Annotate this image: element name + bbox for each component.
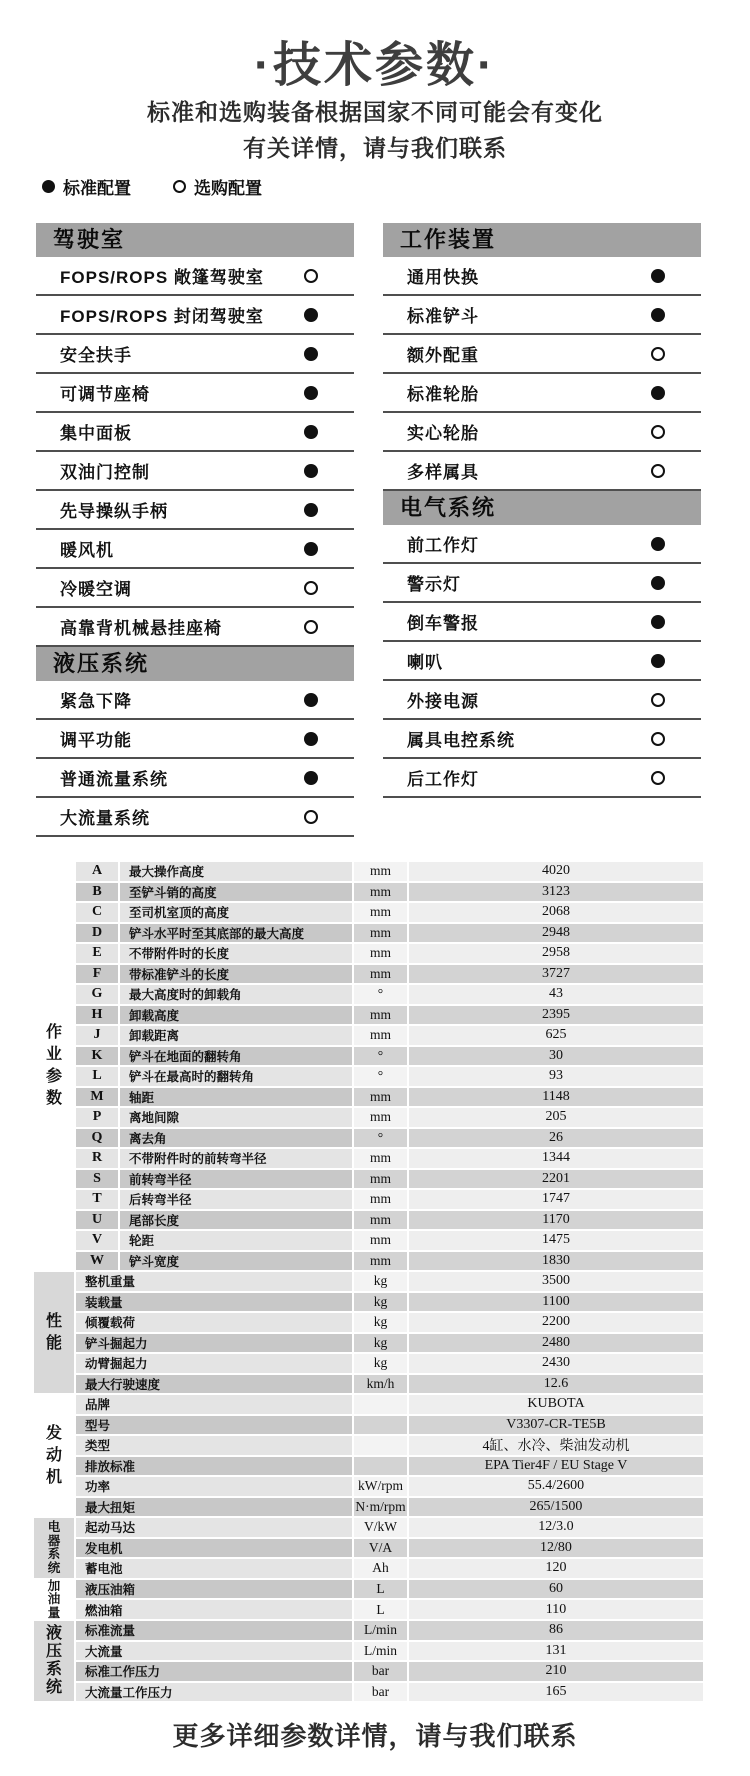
spec-row-unit: L <box>354 1580 407 1599</box>
spec-row-unit: mm <box>354 1190 407 1209</box>
spec-row-unit: ° <box>354 1129 407 1148</box>
spec-row-unit: bar <box>354 1683 407 1702</box>
config-item <box>36 720 354 759</box>
spec-row-value: 2948 <box>409 924 703 943</box>
config-item <box>383 681 701 720</box>
config-item <box>36 413 354 452</box>
spec-row-unit: mm <box>354 1149 407 1168</box>
spec-row-label: 铲斗宽度 <box>120 1252 352 1271</box>
page-title: ·技术参数· <box>254 39 496 92</box>
config-item <box>383 413 701 452</box>
footer-note: 更多详细参数详情，请与我们联系 <box>172 1721 578 1751</box>
config-item-label: 大流量系统 <box>60 809 150 828</box>
optional-dot-icon <box>651 425 665 439</box>
spec-row-value: 2958 <box>409 944 703 963</box>
spec-group-label-char: 系 <box>45 1661 62 1678</box>
spec-row-value: 12.6 <box>409 1375 703 1394</box>
config-item <box>36 452 354 491</box>
spec-row-value: 30 <box>409 1047 703 1066</box>
spec-row-value: 2068 <box>409 903 703 922</box>
spec-row-unit: kg <box>354 1293 407 1312</box>
config-item <box>36 569 354 608</box>
spec-group-label-char: 发 <box>45 1424 62 1442</box>
spec-row-letter: W <box>76 1252 118 1271</box>
spec-row-value: 1100 <box>409 1293 703 1312</box>
spec-group-label-char: 作 <box>45 1024 62 1041</box>
spec-row-label: 至铲斗销的高度 <box>120 883 352 902</box>
spec-row-value: 1170 <box>409 1211 703 1230</box>
spec-row-unit: mm <box>354 1170 407 1189</box>
config-item-label: 标准轮胎 <box>407 385 479 404</box>
spec-row-letter: R <box>76 1149 118 1168</box>
spec-row-unit: mm <box>354 1108 407 1127</box>
spec-row-label: 离地间隙 <box>120 1108 352 1127</box>
spec-row-unit: mm <box>354 924 407 943</box>
standard-dot-icon <box>651 615 665 629</box>
standard-dot-icon <box>304 503 318 517</box>
spec-row-value: 4缸、水冷、柴油发动机 <box>409 1436 703 1455</box>
config-item-label: 可调节座椅 <box>60 385 150 404</box>
spec-row-value: 12/80 <box>409 1539 703 1558</box>
spec-row-letter: V <box>76 1231 118 1250</box>
optional-dot-icon <box>304 581 318 595</box>
spec-row-label: 最大行驶速度 <box>76 1375 352 1394</box>
config-item <box>383 257 701 296</box>
spec-row-label: 卸载距离 <box>120 1026 352 1045</box>
standard-dot-icon <box>304 308 318 322</box>
spec-row-unit: kg <box>354 1354 407 1373</box>
spec-row-value: 1747 <box>409 1190 703 1209</box>
spec-row-unit: mm <box>354 883 407 902</box>
spec-row-label: 轮距 <box>120 1231 352 1250</box>
spec-row-value: 205 <box>409 1108 703 1127</box>
spec-row-letter: H <box>76 1006 118 1025</box>
spec-row-value: 131 <box>409 1642 703 1661</box>
config-item <box>383 296 701 335</box>
spec-row-value: 625 <box>409 1026 703 1045</box>
config-item-label: 双油门控制 <box>60 463 150 482</box>
config-item-label: 多样属具 <box>407 463 479 482</box>
optional-dot-icon <box>173 180 186 193</box>
standard-dot-icon <box>304 464 318 478</box>
spec-row-letter: J <box>76 1026 118 1045</box>
spec-row-unit: mm <box>354 1211 407 1230</box>
spec-group <box>34 1621 703 1701</box>
spec-row-unit: L <box>354 1600 407 1619</box>
spec-row-label: 离去角 <box>120 1129 352 1148</box>
config-item-label: 先导操纵手柄 <box>60 502 168 521</box>
spec-group-label <box>34 1621 74 1701</box>
spec-row-value: 210 <box>409 1662 703 1681</box>
config-item-label: 喇叭 <box>407 653 443 672</box>
spec-row-value: 55.4/2600 <box>409 1477 703 1496</box>
spec-row-value: 86 <box>409 1621 703 1640</box>
spec-row-label: 动臂掘起力 <box>76 1354 352 1373</box>
spec-row-label: 铲斗水平时至其底部的最大高度 <box>120 924 352 943</box>
spec-group-label-char: 能 <box>45 1334 62 1352</box>
standard-dot-icon <box>304 347 318 361</box>
spec-row-unit: ° <box>354 985 407 1004</box>
spec-row-unit <box>354 1416 407 1435</box>
config-item-label: 倒车警报 <box>407 614 479 633</box>
config-item-label: 警示灯 <box>407 575 461 594</box>
config-item-label: 前工作灯 <box>407 536 479 555</box>
spec-group-label <box>34 1518 74 1578</box>
spec-row-unit: mm <box>354 903 407 922</box>
spec-row-label: 最大操作高度 <box>120 862 352 881</box>
spec-row-label: 液压油箱 <box>76 1580 352 1599</box>
config-item-label: 调平功能 <box>60 731 132 750</box>
spec-row-value: 1830 <box>409 1252 703 1271</box>
optional-dot-icon <box>651 693 665 707</box>
spec-row-label: 发电机 <box>76 1539 352 1558</box>
config-item-label: 普通流量系统 <box>60 770 168 789</box>
spec-row-value: 3123 <box>409 883 703 902</box>
config-item-label: 冷暖空调 <box>60 580 132 599</box>
spec-group <box>34 1272 703 1393</box>
spec-row-label: 带标准铲斗的长度 <box>120 965 352 984</box>
config-item <box>36 530 354 569</box>
config-item <box>36 798 354 837</box>
optional-dot-icon <box>651 347 665 361</box>
optional-dot-icon <box>304 620 318 634</box>
spec-row-unit: kg <box>354 1334 407 1353</box>
spec-row-unit: Ah <box>354 1559 407 1578</box>
spec-row-value: KUBOTA <box>409 1395 703 1414</box>
spec-row-unit: V/kW <box>354 1518 407 1537</box>
standard-dot-icon <box>651 308 665 322</box>
standard-dot-icon <box>304 693 318 707</box>
spec-row-unit: mm <box>354 1026 407 1045</box>
spec-row-unit: L/min <box>354 1621 407 1640</box>
spec-row-label: 燃油箱 <box>76 1600 352 1619</box>
config-item <box>36 257 354 296</box>
spec-group-label-char: 加 <box>47 1578 61 1593</box>
spec-row-label: 大流量 <box>76 1642 352 1661</box>
legend <box>42 174 262 199</box>
spec-row-letter: T <box>76 1190 118 1209</box>
spec-row-value: 2430 <box>409 1354 703 1373</box>
spec-row-value: 165 <box>409 1683 703 1702</box>
spec-group-label <box>34 862 74 1270</box>
spec-row-value: 3727 <box>409 965 703 984</box>
spec-row-label: 卸载高度 <box>120 1006 352 1025</box>
spec-row-value: 1475 <box>409 1231 703 1250</box>
config-item-label: 额外配重 <box>407 346 479 365</box>
spec-group-label-char: 机 <box>45 1468 62 1486</box>
spec-row-value: 2200 <box>409 1313 703 1332</box>
standard-dot-icon <box>651 537 665 551</box>
spec-row-unit: ° <box>354 1067 407 1086</box>
spec-group-label-char: 电 <box>47 1520 61 1535</box>
spec-row-value: 2480 <box>409 1334 703 1353</box>
config-item <box>36 335 354 374</box>
spec-row-value: 93 <box>409 1067 703 1086</box>
legend-optional-label: 选购配置 <box>194 179 262 198</box>
spec-row-value: 26 <box>409 1129 703 1148</box>
standard-dot-icon <box>651 386 665 400</box>
spec-row-label: 后转弯半径 <box>120 1190 352 1209</box>
config-item-label: 暖风机 <box>60 541 114 560</box>
spec-row-unit: bar <box>354 1662 407 1681</box>
spec-row-value: EPA Tier4F / EU Stage V <box>409 1457 703 1476</box>
spec-row-label: 不带附件时的前转弯半径 <box>120 1149 352 1168</box>
config-item-label: 标准铲斗 <box>407 307 479 326</box>
spec-row-label: 大流量工作压力 <box>76 1683 352 1702</box>
config-item-label: 集中面板 <box>60 424 132 443</box>
spec-row-value: 12/3.0 <box>409 1518 703 1537</box>
standard-dot-icon <box>304 771 318 785</box>
config-item <box>383 452 701 491</box>
config-item <box>383 564 701 603</box>
config-item <box>383 720 701 759</box>
spec-row-unit: L/min <box>354 1642 407 1661</box>
spec-row-letter: D <box>76 924 118 943</box>
config-item <box>383 759 701 798</box>
config-item <box>383 525 701 564</box>
config-item <box>36 759 354 798</box>
spec-row-unit: mm <box>354 1231 407 1250</box>
spec-row-letter: A <box>76 862 118 881</box>
spec-row-unit: ° <box>354 1047 407 1066</box>
spec-row-label: 排放标准 <box>76 1457 352 1476</box>
spec-group-label-char: 统 <box>45 1679 62 1696</box>
spec-row-label: 铲斗在最高时的翻转角 <box>120 1067 352 1086</box>
spec-row-label: 最大高度时的卸载角 <box>120 985 352 1004</box>
config-column-left <box>36 223 354 837</box>
spec-row-letter: M <box>76 1088 118 1107</box>
spec-group-label-char: 器 <box>47 1533 61 1548</box>
spec-row-unit: mm <box>354 1088 407 1107</box>
spec-row-label: 最大扭矩 <box>76 1498 352 1517</box>
standard-dot-icon <box>651 269 665 283</box>
spec-row-letter: L <box>76 1067 118 1086</box>
config-item-label: 外接电源 <box>407 692 479 711</box>
spec-row-letter: C <box>76 903 118 922</box>
legend-standard <box>42 174 131 199</box>
spec-row-label: 整机重量 <box>76 1272 352 1291</box>
standard-dot-icon <box>42 180 55 193</box>
standard-dot-icon <box>304 425 318 439</box>
spec-row-label: 装载量 <box>76 1293 352 1312</box>
spec-row-label: 倾覆载荷 <box>76 1313 352 1332</box>
config-column-right <box>383 223 701 798</box>
spec-row-value: 2201 <box>409 1170 703 1189</box>
standard-dot-icon <box>651 654 665 668</box>
spec-row-unit: mm <box>354 944 407 963</box>
spec-row-label: 型号 <box>76 1416 352 1435</box>
config-item <box>36 374 354 413</box>
spec-row-unit: km/h <box>354 1375 407 1394</box>
spec-group <box>34 862 703 1270</box>
spec-row-label: 轴距 <box>120 1088 352 1107</box>
spec-row-label: 蓄电池 <box>76 1559 352 1578</box>
spec-row-unit: mm <box>354 1006 407 1025</box>
spec-row-value: V3307-CR-TE5B <box>409 1416 703 1435</box>
optional-dot-icon <box>304 269 318 283</box>
config-item-label: 属具电控系统 <box>407 731 515 750</box>
config-item <box>36 681 354 720</box>
spec-group <box>34 1518 703 1578</box>
spec-row-unit: V/A <box>354 1539 407 1558</box>
optional-dot-icon <box>651 771 665 785</box>
spec-group-label <box>34 1580 74 1620</box>
spec-row-label: 起动马达 <box>76 1518 352 1537</box>
config-item <box>383 603 701 642</box>
spec-group <box>34 1395 703 1516</box>
spec-row-value: 1148 <box>409 1088 703 1107</box>
spec-row-letter: G <box>76 985 118 1004</box>
spec-row-value: 3500 <box>409 1272 703 1291</box>
spec-row-letter: P <box>76 1108 118 1127</box>
spec-row-label: 功率 <box>76 1477 352 1496</box>
spec-row-unit: mm <box>354 862 407 881</box>
spec-row-label: 铲斗在地面的翻转角 <box>120 1047 352 1066</box>
spec-row-label: 不带附件时的长度 <box>120 944 352 963</box>
spec-row-letter: E <box>76 944 118 963</box>
section-header: 工作装置 <box>383 223 701 257</box>
standard-dot-icon <box>304 732 318 746</box>
config-item <box>36 296 354 335</box>
legend-optional <box>173 174 262 199</box>
spec-group-label-char: 动 <box>45 1446 62 1464</box>
standard-dot-icon <box>304 542 318 556</box>
spec-group-label-char: 系 <box>47 1547 61 1562</box>
config-item-label: FOPS/ROPS 封闭驾驶室 <box>60 307 264 326</box>
subtitle-line-2: 有关详情，请与我们联系 <box>243 135 507 161</box>
spec-row-unit: N·m/rpm <box>354 1498 407 1517</box>
spec-row-label: 至司机室顶的高度 <box>120 903 352 922</box>
spec-row-unit: kg <box>354 1313 407 1332</box>
config-item-label: 紧急下降 <box>60 692 132 711</box>
section-header: 驾驶室 <box>36 223 354 257</box>
config-item <box>383 642 701 681</box>
spec-row-label: 标准工作压力 <box>76 1662 352 1681</box>
config-item <box>383 335 701 374</box>
spec-row-letter: S <box>76 1170 118 1189</box>
spec-row-letter: K <box>76 1047 118 1066</box>
spec-group-label-char: 性 <box>45 1312 62 1330</box>
spec-group-label-char: 液 <box>45 1625 62 1642</box>
spec-group-label-char: 油 <box>47 1592 61 1606</box>
spec-row-label: 铲斗掘起力 <box>76 1334 352 1353</box>
spec-group-label-char: 量 <box>47 1605 61 1620</box>
spec-row-label: 尾部长度 <box>120 1211 352 1230</box>
spec-row-value: 43 <box>409 985 703 1004</box>
spec-row-value: 4020 <box>409 862 703 881</box>
spec-group-label-char: 数 <box>45 1090 62 1107</box>
standard-dot-icon <box>651 576 665 590</box>
spec-group <box>34 1580 703 1620</box>
spec-row-value: 1344 <box>409 1149 703 1168</box>
spec-row-unit: kW/rpm <box>354 1477 407 1496</box>
spec-row-letter: Q <box>76 1129 118 1148</box>
spec-row-value: 110 <box>409 1600 703 1619</box>
spec-row-unit <box>354 1457 407 1476</box>
config-item-label: 高靠背机械悬挂座椅 <box>60 619 222 638</box>
spec-row-label: 类型 <box>76 1436 352 1455</box>
config-item-label: 后工作灯 <box>407 770 479 789</box>
spec-row-unit <box>354 1436 407 1455</box>
config-item-label: FOPS/ROPS 敞篷驾驶室 <box>60 268 264 287</box>
config-item <box>36 608 354 647</box>
spec-row-label: 前转弯半径 <box>120 1170 352 1189</box>
config-item-label: 通用快换 <box>407 268 479 287</box>
spec-row-unit: mm <box>354 1252 407 1271</box>
spec-row-unit: kg <box>354 1272 407 1291</box>
legend-standard-label: 标准配置 <box>63 179 131 198</box>
config-item <box>383 374 701 413</box>
spec-table <box>34 862 703 1701</box>
spec-row-value: 265/1500 <box>409 1498 703 1517</box>
section-header: 液压系统 <box>36 647 354 681</box>
optional-dot-icon <box>651 732 665 746</box>
spec-row-value: 60 <box>409 1580 703 1599</box>
spec-row-letter: B <box>76 883 118 902</box>
optional-dot-icon <box>304 810 318 824</box>
subtitle-line-1: 标准和选购装备根据国家不同可能会有变化 <box>147 99 603 125</box>
section-header: 电气系统 <box>383 491 701 525</box>
spec-row-label: 标准流量 <box>76 1621 352 1640</box>
spec-group-label-char: 业 <box>45 1046 62 1063</box>
spec-row-letter: F <box>76 965 118 984</box>
spec-row-label: 品牌 <box>76 1395 352 1414</box>
standard-dot-icon <box>304 386 318 400</box>
optional-dot-icon <box>651 464 665 478</box>
spec-row-value: 2395 <box>409 1006 703 1025</box>
spec-group-label-char: 统 <box>47 1560 61 1575</box>
config-item-label: 安全扶手 <box>60 346 132 365</box>
spec-row-unit <box>354 1395 407 1414</box>
config-item-label: 实心轮胎 <box>407 424 479 443</box>
spec-row-value: 120 <box>409 1559 703 1578</box>
spec-group-label <box>34 1395 74 1516</box>
spec-group-label-char: 参 <box>45 1068 62 1085</box>
config-item <box>36 491 354 530</box>
spec-row-letter: U <box>76 1211 118 1230</box>
spec-group-label <box>34 1272 74 1393</box>
spec-row-unit: mm <box>354 965 407 984</box>
spec-group-label-char: 压 <box>45 1643 62 1660</box>
